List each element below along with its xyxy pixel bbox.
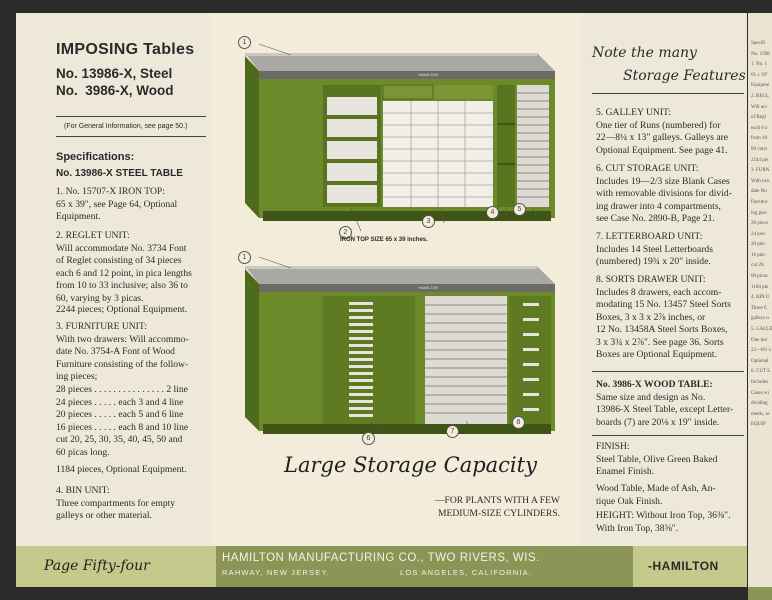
storage-features-title-1: Note the many	[592, 45, 697, 61]
reglet-pieces: 2244 pieces; Optional Equipment.	[56, 304, 188, 315]
spec-line: from 10 to 33 inclusive; also 36 to	[56, 280, 188, 291]
pieces-line: 16 pieces . . . . . each 8 and 10 line	[56, 421, 189, 433]
facing-page-fragment: Optional	[751, 358, 769, 364]
height-spec	[596, 510, 746, 535]
pieces-line: 20 pieces . . . . . each 5 and 6 line	[56, 409, 184, 420]
spec-line: of Reglet consisting of 34 pieces	[56, 255, 182, 266]
callout-number: 1	[238, 251, 251, 264]
feature-line: 8. SORTS DRAWER UNIT:	[596, 274, 706, 285]
company-name: HAMILTON MANUFACTURING CO., TWO RIVERS, WIS.	[222, 552, 540, 564]
callout-number: 5	[513, 203, 526, 216]
divider	[592, 93, 744, 94]
feature-line: modating 15 No. 13457 Steel Sorts	[596, 299, 731, 310]
feature-line: Boxes, 3 x 3 x 2⅞ inches, or	[596, 311, 706, 323]
facing-page-fragment: 16 piec	[751, 252, 766, 258]
furniture-pieces-list	[56, 384, 216, 459]
feature-line: Same size and design as No.	[596, 391, 706, 403]
facing-page-fragment: Equipme	[751, 83, 770, 89]
spec-item-3	[56, 321, 216, 384]
feature-line: Enamel Finish.	[596, 466, 655, 477]
steel-table-illustration	[245, 44, 555, 231]
spec-item-4	[56, 485, 216, 523]
table-base	[263, 211, 551, 221]
brand-plate: HAMILTON	[418, 72, 439, 77]
facing-page-fragment: 20 piec	[751, 242, 766, 248]
facing-page-fragment: galleys o	[751, 316, 769, 322]
feature-line: One tier of Runs (numbered) for	[596, 119, 721, 131]
callout-number: 1	[238, 36, 251, 49]
feature-line: HEIGHT: Without Iron Top, 36⅜".	[596, 510, 731, 521]
feature-line: Optional Equipment. See page 41.	[596, 144, 728, 156]
facing-page-fragment: 3. FURN	[751, 168, 770, 174]
feature-line: Boxes are Optional Equipment.	[596, 349, 717, 360]
spec-line: Will accommodate No. 3734 Font	[56, 242, 187, 254]
iron-top-front	[259, 71, 555, 79]
facing-page-fragment: EQUIP	[751, 422, 766, 428]
wood-table-spec	[596, 379, 746, 429]
callout-number: 8	[512, 416, 525, 429]
note-line: —FOR PLANTS WITH A FEW	[434, 495, 560, 506]
feature-item-8	[596, 274, 746, 362]
page-footer	[16, 546, 747, 587]
letterboard-unit	[425, 296, 507, 424]
page-title: IMPOSING Tables	[56, 41, 195, 58]
feature-line: 13986-X Steel Table, except Letter-	[596, 404, 734, 415]
brand-name: -HAMILTON	[648, 559, 719, 573]
feature-line: Wood Table, Made of Ash, An-	[596, 483, 716, 494]
feature-line: 3 x 3¾ x 2⅞". See page 36. Sorts	[596, 336, 724, 348]
facing-page-fragment: One tier	[751, 337, 768, 343]
feature-line: ing drawer into 4 compartments,	[596, 200, 721, 212]
furniture-drawer	[383, 85, 493, 99]
large-storage-capacity-title: Large Storage Capacity	[284, 453, 537, 477]
facing-page-fragment: dividing	[751, 401, 768, 407]
spec-line: Furniture consisting of the follow-	[56, 358, 189, 370]
location-left: RAHWAY, NEW JERSEY.	[222, 568, 330, 577]
facing-page-fragment: 60 varyi	[751, 146, 768, 152]
facing-page-fragment: Includes	[751, 380, 768, 385]
sorts-drawer-unit	[509, 296, 551, 424]
finish-spec	[596, 441, 746, 479]
page-number-label: Page Fifty-four	[44, 558, 150, 574]
wood-spec-heading: No. 3986-X WOOD TABLE:	[596, 379, 713, 390]
spec-line: 4. BIN UNIT:	[56, 485, 110, 496]
pieces-line: 60 picas long.	[56, 446, 110, 458]
callout-number: 3	[422, 215, 435, 228]
feature-line: 7. LETTERBOARD UNIT:	[596, 231, 703, 242]
facing-page-fragment: No. 1398	[751, 51, 770, 57]
spec-line: 3. FURNITURE UNIT:	[56, 321, 147, 332]
facing-page-fragment: 24 piec	[751, 231, 766, 237]
facing-page-fragment: 1. No. 1	[751, 62, 768, 68]
feature-line: Includes 14 Steel Letterboards	[596, 243, 713, 255]
feature-line: Includes 19—2/3 size Blank Cases	[596, 175, 730, 187]
callout-number: 2	[339, 226, 352, 239]
spec-line: galleys or other material.	[56, 510, 152, 521]
wood-table-illustration	[245, 257, 555, 434]
spec-line: 2. REGLET UNIT:	[56, 230, 130, 241]
facing-page-fragment: Furnitur	[751, 199, 768, 205]
feature-item-7	[596, 231, 746, 269]
feature-line: Includes 8 drawers, each accom-	[596, 286, 722, 298]
facing-page-fragment: from 10	[751, 136, 767, 142]
storage-features-title-2: Storage Features	[623, 68, 746, 84]
facing-page-fragment: ments, se	[751, 411, 770, 417]
catalog-page	[16, 13, 747, 587]
feature-line: 22—8¼ x 13" galleys. Galleys are	[596, 132, 729, 143]
facing-page-fragment: Three C	[751, 305, 768, 311]
feature-line: tique Oak Finish.	[596, 495, 663, 507]
pieces-line: cut 20, 25, 30, 35, 40, 45, 50 and	[56, 434, 183, 445]
location-right: LOS ANGELES, CALIFORNIA.	[400, 568, 533, 577]
steel-model-number: No. 13986-X, Steel	[56, 66, 173, 81]
pieces-line: 24 pieces . . . . . each 3 and 4 line	[56, 396, 184, 408]
facing-page-fragment: date No	[751, 189, 767, 195]
spec-line: 60, varying by 3 picas.	[56, 292, 144, 304]
facing-page-edge	[748, 13, 772, 600]
bin-unit	[497, 85, 515, 207]
feature-line: 12 No. 13458A Steel Sorts Boxes,	[596, 324, 728, 335]
iron-top-caption: IRON TOP SIZE 65 x 39 inches.	[340, 237, 428, 243]
spec-line: Three compartments for empty	[56, 497, 176, 509]
callout-number: 6	[362, 432, 375, 445]
facing-page-fragment: Cases wi	[751, 390, 769, 396]
brand-plate: HAMILTON	[418, 285, 439, 290]
plant-size-note	[420, 495, 560, 520]
feature-line: (numbered) 19¾ x 20" inside.	[596, 256, 711, 267]
spec-line: With two drawers: Will accommo-	[56, 333, 189, 345]
spec-line: ing pieces;	[56, 371, 98, 382]
spec-line: each 6 and 12 point, in pica lengths	[56, 267, 192, 279]
divider	[592, 435, 744, 436]
feature-line: FINISH:	[596, 441, 630, 452]
divider	[56, 136, 206, 137]
facing-page-fragment: With two	[751, 178, 770, 184]
facing-page-fragment: 4. BIN U	[751, 295, 770, 301]
facing-page-fragment: 22—8½ x	[751, 348, 771, 354]
spec-item-1	[56, 186, 211, 224]
facing-page-fragment: cut 20,	[751, 263, 765, 269]
facing-page-fragment: 28 piece	[751, 221, 768, 227]
feature-item-6	[596, 163, 746, 226]
feature-item-5	[596, 107, 746, 157]
spec-item-2	[56, 230, 216, 305]
facing-page-fragment: Will acc	[751, 104, 768, 110]
facing-page-fragment: Specifi	[751, 41, 766, 46]
feature-line: with removable divisions for divid-	[596, 188, 732, 199]
general-info-note: (For General Information, see page 50.)	[64, 123, 188, 130]
spec-line: Equipment.	[56, 211, 101, 222]
feature-line: 5. GALLEY UNIT:	[596, 107, 672, 118]
facing-page-fragment: 6. CUT S	[751, 369, 770, 375]
divider	[56, 116, 206, 117]
facing-page-fragment: 2244 pie	[751, 157, 769, 163]
spec-line: date No. 3754-A Font of Wood	[56, 346, 175, 357]
divider	[592, 371, 744, 372]
facing-page-fragment: of Regl	[751, 115, 766, 121]
pieces-line: 28 pieces . . . . . . . . . . . . . . . 2 line	[56, 384, 188, 395]
feature-line: see Case No. 2890-B, Page 21.	[596, 213, 715, 224]
furniture-total: 1184 pieces, Optional Equipment.	[56, 464, 187, 475]
facing-page-fragment: each 6 a	[751, 125, 768, 131]
facing-page-fragment: 1184 pie	[751, 284, 769, 290]
feature-line: boards (7) are 20⅛ x 19" inside.	[596, 416, 720, 428]
feature-line: With Iron Top, 38⅜".	[596, 522, 679, 534]
facing-page-fragment: 5. GALLE	[751, 327, 772, 333]
spec-line: 65 x 39", see Page 64, Optional	[56, 198, 178, 210]
spec-line: 1. No. 15707-X IRON TOP:	[56, 186, 165, 197]
feature-line: Steel Table, Olive Green Baked	[596, 453, 718, 465]
feature-line: 6. CUT STORAGE UNIT:	[596, 163, 699, 174]
note-line: MEDIUM-SIZE CYLINDERS.	[437, 507, 560, 519]
facing-page-fragment: ing piec	[751, 210, 767, 216]
facing-page-text	[751, 39, 772, 431]
table-side	[245, 56, 259, 218]
facing-page-fragment: 60 picas	[751, 274, 768, 280]
steel-table-heading: No. 13986-X STEEL TABLE	[56, 168, 183, 179]
wood-finish-spec	[596, 483, 746, 508]
facing-page-fragment: 65 x 39"	[751, 72, 769, 78]
callout-number: 4	[486, 206, 499, 219]
facing-page-fragment: 2. REGL	[751, 93, 770, 99]
callout-number: 7	[446, 425, 459, 438]
specifications-heading: Specifications:	[56, 151, 135, 163]
wood-model-number: No. 3986-X, Wood	[56, 83, 174, 98]
